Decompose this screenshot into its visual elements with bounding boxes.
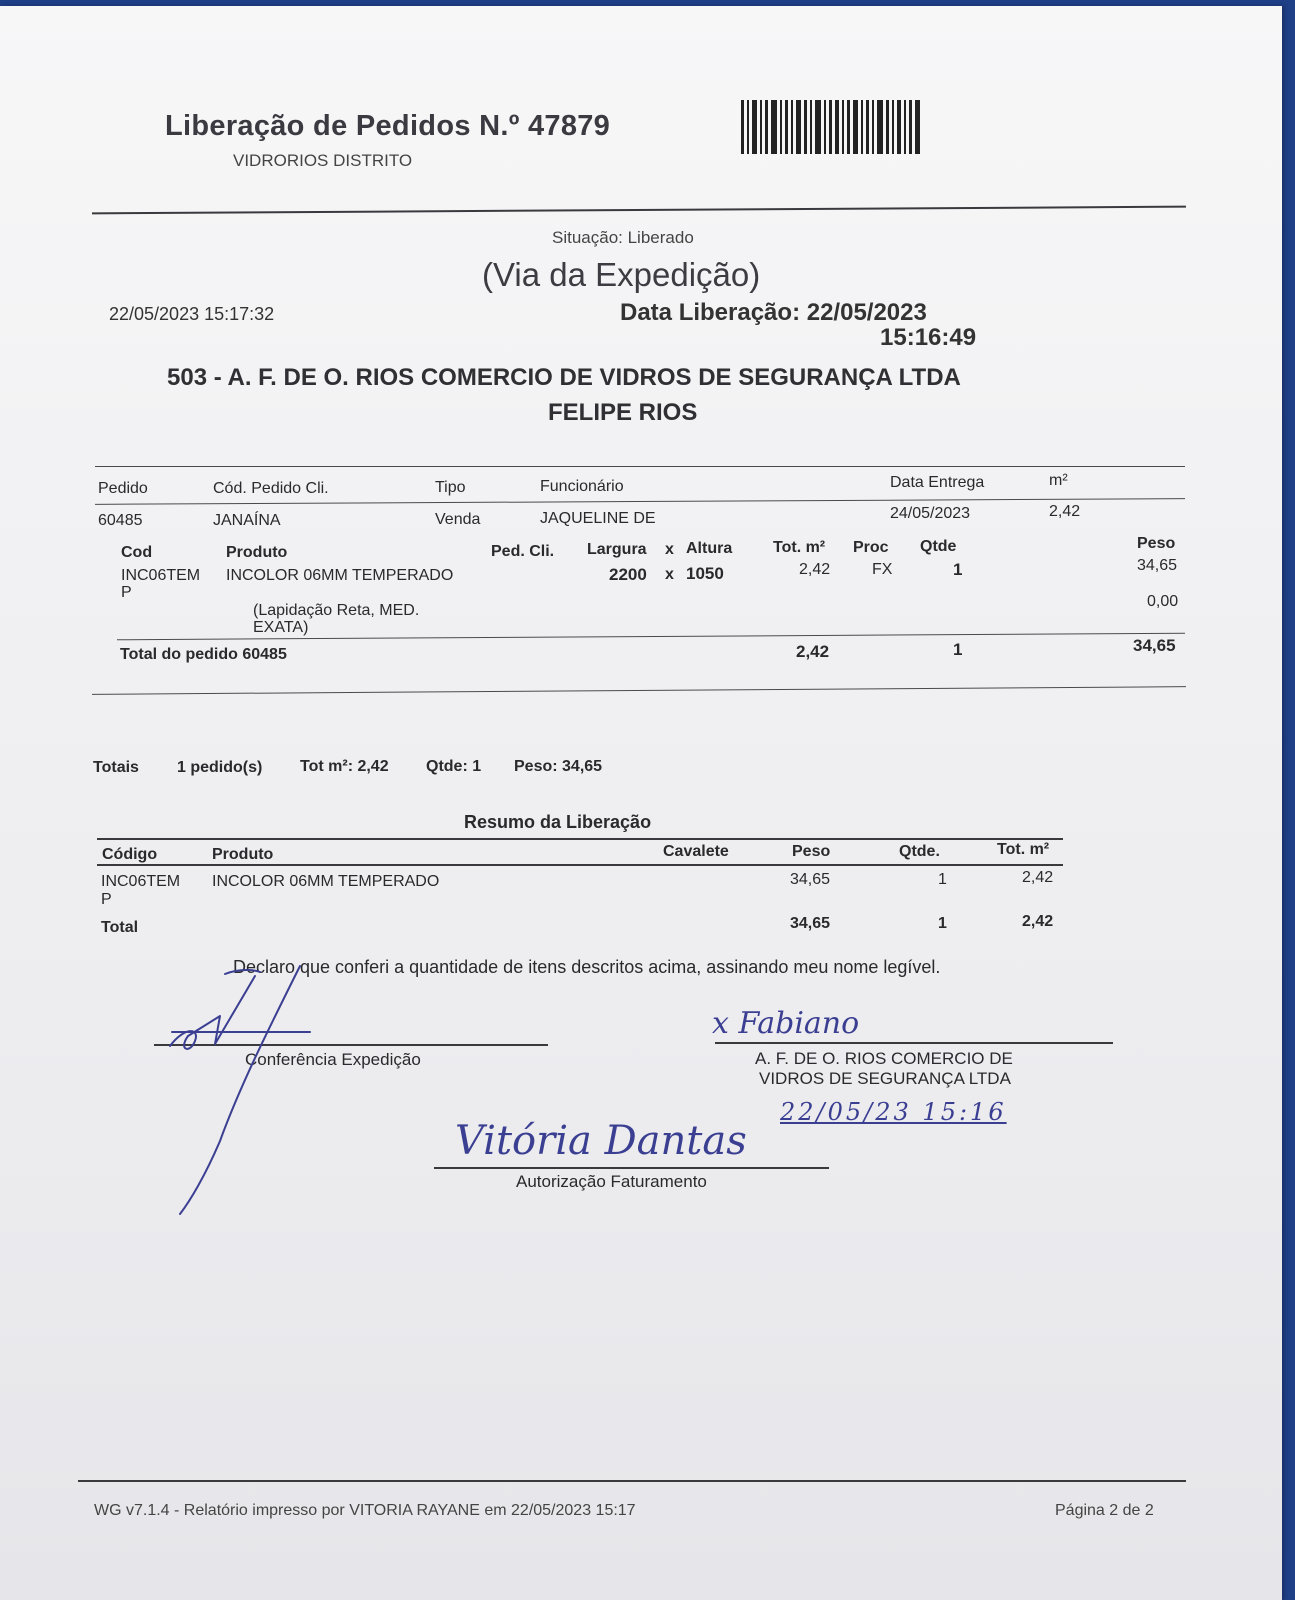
- autorizacao-label: Autorização Faturamento: [516, 1172, 707, 1191]
- footer-page-number: Página 2 de 2: [1055, 1502, 1154, 1519]
- order-total-label: Total do pedido 60485: [120, 646, 287, 663]
- barcode-bar: [791, 100, 793, 154]
- barcode-bar: [829, 100, 832, 154]
- handwritten-date: 22/05/23 15:16: [780, 1098, 1007, 1126]
- barcode-bar: [897, 100, 901, 154]
- resumo-total-tot-m2: 2,42: [1022, 913, 1054, 930]
- data-liberacao: Data Liberação: 22/05/2023: [620, 299, 927, 326]
- table-top-rule: [95, 466, 1185, 467]
- barcode-bar: [909, 100, 912, 154]
- barcode-bar: [752, 100, 757, 154]
- resumo-title: Resumo da Liberação: [464, 812, 652, 832]
- item-largura: 2200: [609, 565, 647, 584]
- barcode-bar: [842, 100, 844, 154]
- resumo-codigo-cont: P: [101, 891, 112, 908]
- barcode-bar: [861, 100, 863, 154]
- barcode-bar: [760, 100, 762, 154]
- resumo-header-tot-m2: Tot. m²: [997, 841, 1050, 858]
- item-header-tot-m2: Tot. m²: [773, 539, 826, 556]
- item-peso: 34,65: [1137, 557, 1178, 574]
- order-total-qtde: 1: [953, 640, 963, 659]
- barcode: [741, 100, 923, 154]
- resumo-header-qtde: Qtde.: [899, 843, 940, 860]
- barcode-bar: [877, 100, 883, 154]
- printed-timestamp: 22/05/2023 15:17:32: [109, 304, 275, 324]
- header-m2: m²: [1049, 472, 1068, 489]
- barcode-bar: [853, 100, 858, 154]
- resumo-header-codigo: Código: [102, 846, 158, 863]
- resumo-total-qtde: 1: [938, 915, 947, 932]
- resumo-header-produto: Produto: [212, 846, 274, 863]
- barcode-bar: [810, 100, 812, 154]
- resumo-tot-m2: 2,42: [1022, 869, 1054, 886]
- document-subtitle: VIDRORIOS DISTRITO: [233, 151, 413, 170]
- data-liberacao-time: 15:16:49: [880, 324, 977, 351]
- client-signature-line2: VIDROS DE SEGURANÇA LTDA: [759, 1069, 1011, 1088]
- resumo-header-rule: [97, 864, 1063, 866]
- item-header-x: x: [665, 541, 674, 558]
- item-header-largura: Largura: [587, 541, 647, 558]
- row-funcionario: JAQUELINE DE: [540, 510, 656, 527]
- barcode-bar: [915, 100, 920, 154]
- totals-tot-m2: Tot m²: 2,42: [300, 758, 389, 775]
- barcode-bar: [872, 100, 874, 154]
- item-altura: 1050: [686, 564, 724, 583]
- item-note-cont: EXATA): [253, 619, 309, 636]
- item-header-qtde: Qtde: [920, 538, 957, 555]
- row-data-entrega: 24/05/2023: [890, 505, 971, 522]
- barcode-bar: [780, 100, 782, 154]
- client-handwritten-signature: x Fabiano: [712, 1006, 860, 1041]
- item-header-cod: Cod: [121, 544, 153, 561]
- barcode-bar: [824, 100, 826, 154]
- conferencia-signature: [160, 966, 330, 1216]
- resumo-total-label: Total: [101, 919, 139, 936]
- resumo-header-cavalete: Cavalete: [663, 843, 729, 860]
- signature-line-client: [715, 1042, 1113, 1044]
- conferencia-label: Conferência Expedição: [245, 1050, 421, 1069]
- item-header-altura: Altura: [686, 540, 733, 557]
- item-qtde: 1: [953, 560, 963, 579]
- barcode-bar: [747, 100, 749, 154]
- barcode-bar: [765, 100, 768, 154]
- header-data-entrega: Data Entrega: [890, 474, 985, 491]
- barcode-bar: [892, 100, 894, 154]
- totals-pedidos: 1 pedido(s): [177, 759, 263, 776]
- footer-rule: [78, 1480, 1186, 1482]
- resumo-header-peso: Peso: [792, 843, 831, 860]
- resumo-qtde: 1: [938, 871, 947, 888]
- barcode-bar: [904, 100, 906, 154]
- totals-label: Totais: [93, 759, 139, 776]
- barcode-bar: [866, 100, 869, 154]
- autorizacao-handwritten-signature: Vitória Dantas: [455, 1118, 747, 1164]
- barcode-bar: [796, 100, 801, 154]
- item-header-produto: Produto: [226, 544, 288, 561]
- client-company: 503 - A. F. DE O. RIOS COMERCIO DE VIDROS DE SEGURANÇA LTDA: [167, 364, 961, 391]
- barcode-bar: [847, 100, 850, 154]
- barcode-bar: [886, 100, 889, 154]
- item-header-ped-cli: Ped. Cli.: [491, 543, 555, 560]
- item-header-proc: Proc: [853, 539, 889, 556]
- footer-report-info: WG v7.1.4 - Relatório impresso por VITORIA RAYANE em 22/05/2023 15:17: [94, 1502, 636, 1519]
- barcode-bar: [835, 100, 839, 154]
- resumo-produto: INCOLOR 06MM TEMPERADO: [212, 873, 440, 890]
- totals-peso: Peso: 34,65: [514, 758, 603, 775]
- order-total-m2: 2,42: [796, 642, 830, 661]
- row-cod-pedido-cli: JANAÍNA: [213, 512, 281, 529]
- barcode-bar: [741, 100, 744, 154]
- barcode-bar: [815, 100, 821, 154]
- via-label: (Via da Expedição): [482, 256, 761, 293]
- resumo-codigo: INC06TEM: [101, 873, 181, 890]
- item-x: x: [665, 566, 674, 583]
- header-tipo: Tipo: [435, 479, 466, 496]
- client-signature-line1: A. F. DE O. RIOS COMERCIO DE: [755, 1049, 1013, 1068]
- row-m2: 2,42: [1049, 503, 1081, 520]
- declaration-text: Declaro que conferi a quantidade de itens descritos acima, assinando meu nome legível.: [233, 957, 941, 977]
- totals-qtde: Qtde: 1: [426, 758, 482, 775]
- barcode-bar: [771, 100, 777, 154]
- divider: [92, 206, 1186, 215]
- item-cod-cont: P: [121, 584, 132, 601]
- barcode-bar: [785, 100, 788, 154]
- header-cod-pedido-cli: Cód. Pedido Cli.: [213, 480, 329, 497]
- header-pedido: Pedido: [98, 480, 148, 497]
- resumo-total-peso: 34,65: [790, 915, 831, 932]
- item-produto: INCOLOR 06MM TEMPERADO: [226, 567, 454, 584]
- row-pedido: 60485: [98, 512, 143, 529]
- item-header-peso: Peso: [1137, 535, 1176, 552]
- document-title: Liberação de Pedidos N.º 47879: [165, 110, 611, 142]
- document-page: [0, 6, 1282, 1600]
- resumo-peso: 34,65: [790, 871, 831, 888]
- item-cod: INC06TEM: [121, 567, 201, 584]
- table-header-rule: [95, 498, 1185, 505]
- header-funcionario: Funcionário: [540, 478, 624, 495]
- status-situacao: Situação: Liberado: [552, 228, 694, 247]
- item-tot-m2: 2,42: [799, 561, 831, 578]
- item-proc: FX: [872, 561, 893, 578]
- client-contact: FELIPE RIOS: [548, 399, 698, 426]
- order-total-peso: 34,65: [1133, 636, 1176, 655]
- resumo-top-rule: [97, 838, 1063, 840]
- divider: [92, 686, 1186, 695]
- row-tipo: Venda: [435, 511, 481, 528]
- barcode-bar: [804, 100, 807, 154]
- item-note: (Lapidação Reta, MED.: [253, 602, 420, 619]
- signature-line-autorizacao: [434, 1167, 829, 1169]
- item-note-peso: 0,00: [1147, 593, 1179, 610]
